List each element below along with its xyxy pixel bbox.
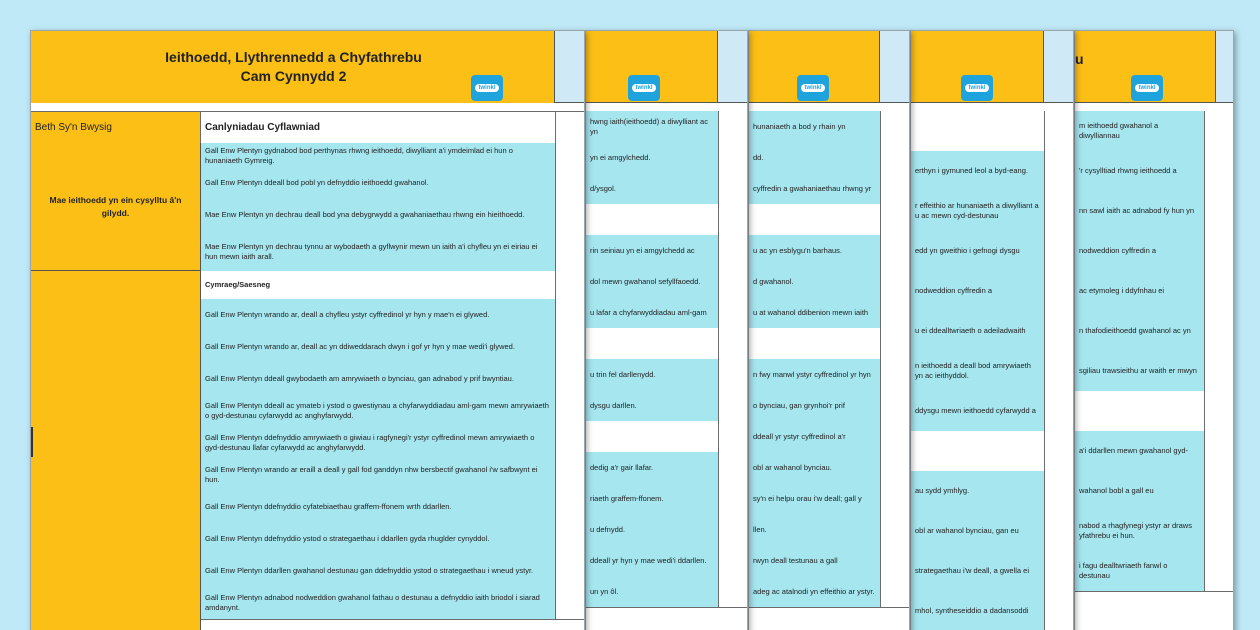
checkbox-cell[interactable] xyxy=(1045,471,1074,511)
outcome-text: u trin fel darllenydd. xyxy=(586,359,719,390)
checkbox-cell[interactable] xyxy=(719,235,748,266)
table-row xyxy=(586,173,748,205)
outcome-text: nodweddion cyffredin a xyxy=(1075,231,1205,271)
outcome-text xyxy=(911,431,1045,471)
table-row xyxy=(201,207,585,240)
table-row xyxy=(911,511,1074,552)
outcome-text: nodweddion cyffredin a xyxy=(911,271,1045,311)
checkbox-cell[interactable] xyxy=(881,173,910,204)
table-row xyxy=(586,514,748,546)
table-row xyxy=(749,204,910,236)
outcome-text: un yn ôl. xyxy=(586,576,719,607)
checkbox-cell[interactable] xyxy=(719,142,748,173)
outcome-text: a'i ddarllen mewn gwahanol gyd- xyxy=(1075,431,1205,471)
table-row xyxy=(749,235,910,267)
checkbox-cell[interactable] xyxy=(1045,431,1074,471)
outcome-text xyxy=(586,421,719,452)
checkbox-cell[interactable] xyxy=(1205,511,1234,551)
table-row xyxy=(586,297,748,329)
checkbox-cell[interactable] xyxy=(556,299,585,331)
checkbox-cell[interactable] xyxy=(881,328,910,359)
checkbox-cell[interactable] xyxy=(556,143,585,175)
outcome-text: edd yn gweithio i gefnogi dysgu xyxy=(911,231,1045,271)
checkbox-cell[interactable] xyxy=(556,555,585,587)
table-row xyxy=(201,523,585,556)
table-row xyxy=(201,239,585,272)
checkbox-cell[interactable] xyxy=(1205,551,1234,591)
table-row xyxy=(1075,151,1234,192)
checkbox-cell[interactable] xyxy=(881,576,910,607)
outcome-text: hunaniaeth a bod y rhain yn xyxy=(749,111,881,142)
outcome-text: i fagu dealltwriaeth fanwl o destunau xyxy=(1075,551,1205,591)
checkbox-cell[interactable] xyxy=(719,390,748,421)
outcome-text: Gall Enw Plentyn ddefnyddio amrywiaeth o giwiau i ragfynegi'r ystyr cyffredinol mewn amrywiaeth o gyd-destunau llafar cyfarwydd ac anghyfarwydd. xyxy=(201,427,556,459)
outcome-text: adeg ac atalnodi yn effeithio ar ystyr. xyxy=(749,576,881,607)
table-row xyxy=(1075,351,1234,392)
document-sheet-5 xyxy=(1074,30,1234,630)
checkbox-cell[interactable] xyxy=(1205,391,1234,431)
checkbox-cell[interactable] xyxy=(556,239,585,271)
outcome-text: sgiliau trawsieithu ar waith er mwyn xyxy=(1075,351,1205,391)
outcome-text xyxy=(586,328,719,359)
outcome-text: u lafar a chyfarwyddiadau aml-gam xyxy=(586,297,719,328)
checkbox-cell[interactable] xyxy=(719,297,748,328)
checkbox-cell[interactable] xyxy=(556,395,585,427)
checkbox-cell[interactable] xyxy=(881,266,910,297)
table-row xyxy=(749,111,910,143)
checkbox-cell[interactable] xyxy=(1045,591,1074,630)
checkbox-cell[interactable] xyxy=(881,142,910,173)
outcome-text: u at wahanol ddibenion mewn iaith xyxy=(749,297,881,328)
table-row xyxy=(911,431,1074,472)
table-row xyxy=(586,204,748,236)
table-row xyxy=(1075,431,1234,472)
checkbox-cell[interactable] xyxy=(556,271,585,299)
twinkl-logo-icon: twinkl xyxy=(961,75,993,101)
outcome-text: Mae Enw Plentyn yn dechrau deall bod yna debygrwydd a gwahaniaethau rhwng ein hieithoedd. xyxy=(201,207,556,239)
table-row xyxy=(586,266,748,298)
subheading-row xyxy=(201,271,585,300)
outcome-text: u defnydd. xyxy=(586,514,719,545)
table-row xyxy=(586,111,748,143)
table-row xyxy=(586,235,748,267)
table-row xyxy=(911,551,1074,592)
checkbox-cell[interactable] xyxy=(881,545,910,576)
document-sheet-4 xyxy=(910,30,1074,630)
table-row xyxy=(586,359,748,391)
checkbox-cell[interactable] xyxy=(881,111,910,142)
checkbox-cell[interactable] xyxy=(556,491,585,523)
outcome-text: erthyn i gymuned leol a byd-eang. xyxy=(911,151,1045,191)
checkbox-cell[interactable] xyxy=(719,514,748,545)
table-row xyxy=(586,452,748,484)
outcome-text: Gall Enw Plentyn ddefnyddio cyfatebiaethau graffem-ffonem wrth ddarllen. xyxy=(201,491,556,523)
table-row xyxy=(1075,471,1234,512)
twinkl-logo-icon: twinkl xyxy=(628,75,660,101)
table-row xyxy=(586,142,748,174)
checkbox-cell[interactable] xyxy=(1045,271,1074,311)
checkbox-cell[interactable] xyxy=(881,359,910,390)
section-label-cell-2 xyxy=(31,271,201,630)
section-label-1: Mae ieithoedd yn ein cysylltu â'n gilydd. xyxy=(49,194,182,218)
checkbox-cell[interactable] xyxy=(881,235,910,266)
checkbox-cell[interactable] xyxy=(1205,311,1234,351)
checkbox-cell[interactable] xyxy=(556,331,585,363)
column-header-row xyxy=(31,111,585,145)
table-row xyxy=(911,111,1074,152)
checkbox-cell[interactable] xyxy=(881,421,910,452)
outcome-text: Gall Enw Plentyn ddeall gwybodaeth am amrywiaeth o bynciau, gan adnabod y prif bwyntiau. xyxy=(201,363,556,395)
checkbox-cell[interactable] xyxy=(719,576,748,607)
section-label-cell-1 xyxy=(31,143,201,271)
outcome-text: nn sawl iaith ac adnabod fy hun yn xyxy=(1075,191,1205,231)
checkbox-cell[interactable] xyxy=(556,363,585,395)
checkbox-cell[interactable] xyxy=(1045,151,1074,191)
title-line-2: Cam Cynnydd 2 xyxy=(240,68,347,84)
checkbox-cell[interactable] xyxy=(1045,391,1074,431)
checkbox-cell[interactable] xyxy=(1205,111,1234,151)
outcome-text: ddysgu mewn ieithoedd cyfarwydd a xyxy=(911,391,1045,431)
table-row xyxy=(911,311,1074,352)
outcome-text: Mae Enw Plentyn yn dechrau tynnu ar wybodaeth a gyflwynir mewn un iaith a'i chyfleu yn ei eiriau ei hun mewn iaith arall. xyxy=(201,239,556,271)
outcome-text: sy'n ei helpu orau i'w deall; gall y xyxy=(749,483,881,514)
checkbox-cell[interactable] xyxy=(881,452,910,483)
outcome-text: Gall Enw Plentyn adnabod nodweddion gwahanol fathau o destunau a defnyddio iaith briodol i siarad amdanynt. xyxy=(201,587,556,619)
checkbox-cell[interactable] xyxy=(719,483,748,514)
table-row xyxy=(201,395,585,428)
outcome-text: Gall Enw Plentyn gydnabod bod perthynas rhwng ieithoedd, diwylliant a'i ymdeimlad ei hun o hunaniaeth Gymreig. xyxy=(201,143,556,175)
outcome-text: Gall Enw Plentyn wrando ar, deall a chyfleu ystyr cyffredinol yr hyn y mae'n ei glywed. xyxy=(201,299,556,331)
outcome-text: rin seiniau yn ei amgylchedd ac xyxy=(586,235,719,266)
checkbox-cell[interactable] xyxy=(719,173,748,204)
table-row xyxy=(749,266,910,298)
table-row xyxy=(911,471,1074,512)
outcome-text: mhol, syntheseiddio a dadansoddi xyxy=(911,591,1045,630)
column-header-left: Beth Sy'n Bwysig xyxy=(31,112,201,144)
outcome-text: yn ei amgylchedd. xyxy=(586,142,719,173)
outcome-text: hwng iaith(ieithoedd) a diwylliant ac yn xyxy=(586,111,719,142)
outcome-text: r effeithio ar hunaniaeth a diwylliant a u ac mewn cyd-destunau xyxy=(911,191,1045,231)
checkbox-cell[interactable] xyxy=(1045,311,1074,351)
twinkl-logo-icon: twinkl xyxy=(797,75,829,101)
table-row xyxy=(201,587,585,620)
checkbox-cell[interactable] xyxy=(556,175,585,207)
checkbox-cell[interactable] xyxy=(556,427,585,459)
document-sheet-3 xyxy=(748,30,910,630)
outcome-text: n thafodieithoedd gwahanol ac yn xyxy=(1075,311,1205,351)
table-row xyxy=(201,331,585,364)
table-row xyxy=(201,175,585,208)
document-sheet-2 xyxy=(585,30,748,630)
table-row xyxy=(586,390,748,422)
table-row xyxy=(1075,311,1234,352)
outcome-text: ac etymoleg i ddyfnhau ei xyxy=(1075,271,1205,311)
checkbox-cell[interactable] xyxy=(1045,511,1074,551)
checkbox-cell[interactable] xyxy=(1205,351,1234,391)
table-row xyxy=(586,483,748,515)
checkbox-cell[interactable] xyxy=(1205,151,1234,191)
table-row xyxy=(749,514,910,546)
table-row xyxy=(1075,191,1234,232)
checkbox-cell[interactable] xyxy=(881,514,910,545)
table-row xyxy=(911,271,1074,312)
table-row xyxy=(911,591,1074,630)
table-row xyxy=(749,483,910,515)
table-row xyxy=(749,545,910,577)
table-row xyxy=(749,421,910,453)
outcome-text: d/ysgol. xyxy=(586,173,719,204)
checkbox-cell[interactable] xyxy=(1045,111,1074,151)
twinkl-logo-icon: twinkl xyxy=(471,75,503,101)
outcome-text: nabod a rhagfynegi ystyr ar draws yfathrebu ei hun. xyxy=(1075,511,1205,551)
checkbox-cell[interactable] xyxy=(719,328,748,359)
checkbox-cell[interactable] xyxy=(881,483,910,514)
table-row xyxy=(911,391,1074,432)
checkbox-cell[interactable] xyxy=(1045,231,1074,271)
table-row xyxy=(1075,271,1234,312)
outcome-text: riaeth graffem-ffonem. xyxy=(586,483,719,514)
outcome-text: Gall Enw Plentyn wrando ar eraill a deall y gall fod ganddyn nhw bersbectif gwahanol i'w safbwynt ei hun. xyxy=(201,459,556,491)
document-sheet-main xyxy=(30,30,585,630)
checkbox-cell[interactable] xyxy=(719,359,748,390)
table-row xyxy=(1075,391,1234,432)
checkbox-cell[interactable] xyxy=(719,111,748,142)
outcome-text: o bynciau, gan grynhoi'r prif xyxy=(749,390,881,421)
checkbox-cell[interactable] xyxy=(1045,351,1074,391)
table-row xyxy=(911,231,1074,272)
outcome-text: dedig a'r gair llafar. xyxy=(586,452,719,483)
checkbox-cell[interactable] xyxy=(719,545,748,576)
checkbox-cell[interactable] xyxy=(1205,431,1234,471)
checkbox-cell[interactable] xyxy=(719,204,748,235)
checkbox-cell[interactable] xyxy=(556,207,585,239)
outcome-text: ddeall yr hyn y mae wedi'i ddarllen. xyxy=(586,545,719,576)
table-row xyxy=(749,297,910,329)
outcome-text: n fwy manwl ystyr cyffredinol yr hyn xyxy=(749,359,881,390)
checkbox-cell[interactable] xyxy=(1205,231,1234,271)
outcome-text xyxy=(1075,391,1205,431)
outcome-text: dysgu darllen. xyxy=(586,390,719,421)
checkbox-cell[interactable] xyxy=(1045,551,1074,591)
table-row xyxy=(201,299,585,332)
table-row xyxy=(586,421,748,453)
title-fragment: u xyxy=(1075,51,1084,67)
outcome-text: d gwahanol. xyxy=(749,266,881,297)
table-row xyxy=(201,459,585,492)
table-row xyxy=(749,328,910,360)
outcome-text: obl ar wahanol bynciau, gan eu xyxy=(911,511,1045,551)
outcome-text: Gall Enw Plentyn ddarllen gwahanol destunau gan ddefnyddio ystod o strategaethau i wneud ystyr. xyxy=(201,555,556,587)
outcome-text: dd. xyxy=(749,142,881,173)
outcome-text: ddeall yr ystyr cyffredinol a'r xyxy=(749,421,881,452)
outcome-text: u ei ddealltwriaeth o adeiladwaith xyxy=(911,311,1045,351)
column-header-right: Canlyniadau Cyflawniad xyxy=(201,112,556,144)
table-row xyxy=(749,576,910,608)
title-line-1: Ieithoedd, Llythrennedd a Chyfathrebu xyxy=(165,49,422,65)
outcome-text xyxy=(586,204,719,235)
table-row xyxy=(1075,511,1234,552)
outcome-text xyxy=(749,328,881,359)
checkbox-cell[interactable] xyxy=(881,297,910,328)
table-row xyxy=(1075,231,1234,272)
table-row xyxy=(201,143,585,176)
checkbox-cell[interactable] xyxy=(556,523,585,555)
outcome-text: Gall Enw Plentyn ddeall bod pobl yn defnyddio ieithoedd gwahanol. xyxy=(201,175,556,207)
table-row xyxy=(586,328,748,360)
outcome-text: wahanol bobl a gall eu xyxy=(1075,471,1205,511)
table-row xyxy=(201,555,585,588)
outcome-text: cyffredin a gwahaniaethau rhwng yr xyxy=(749,173,881,204)
outcome-text: n ieithoedd a deall bod amrywiaeth yn ac ieithyddol. xyxy=(911,351,1045,391)
outcome-text: u ac yn esblygu'n barhaus. xyxy=(749,235,881,266)
table-row xyxy=(201,491,585,524)
outcome-text: dol mewn gwahanol sefyllfaoedd. xyxy=(586,266,719,297)
table-row xyxy=(749,142,910,174)
table-row xyxy=(911,151,1074,192)
checkbox-cell[interactable] xyxy=(719,421,748,452)
checkbox-cell[interactable] xyxy=(1205,271,1234,311)
outcome-text: rwyn deall testunau a gall xyxy=(749,545,881,576)
checkbox-cell[interactable] xyxy=(719,452,748,483)
outcome-text: obl ar wahanol bynciau. xyxy=(749,452,881,483)
checkbox-cell[interactable] xyxy=(881,390,910,421)
table-row xyxy=(749,359,910,391)
table-row xyxy=(586,576,748,608)
table-row xyxy=(586,545,748,577)
checkbox-cell[interactable] xyxy=(556,587,585,619)
table-row xyxy=(911,191,1074,232)
checkbox-cell[interactable] xyxy=(556,459,585,491)
table-row xyxy=(1075,551,1234,592)
checkbox-cell[interactable] xyxy=(1205,191,1234,231)
outcome-text: Gall Enw Plentyn ddeall ac ymateb i ystod o gwestiynau a chyfarwyddiadau aml-gam mewn amrywiaeth o gyd-destunau cyfarwydd ac anghyfarwydd. xyxy=(201,395,556,427)
outcome-text: strategaethau i'w deall, a gwella ei xyxy=(911,551,1045,591)
outcome-text: Gall Enw Plentyn wrando ar, deall ac yn ddiweddarach dwyn i gof yr hyn y mae wedi'i glywed. xyxy=(201,331,556,363)
outcome-text: Gall Enw Plentyn ddefnyddio ystod o strategaethau i ddarllen gyda rhuglder cynyddol. xyxy=(201,523,556,555)
table-row xyxy=(201,363,585,396)
twinkl-logo-icon: twinkl xyxy=(1131,75,1163,101)
checkbox-cell[interactable] xyxy=(719,266,748,297)
table-row xyxy=(749,452,910,484)
outcome-text: llen. xyxy=(749,514,881,545)
outcome-text: au sydd ymhlyg. xyxy=(911,471,1045,511)
subheading-label: Cymraeg/Saesneg xyxy=(201,271,556,299)
checkbox-cell[interactable] xyxy=(881,204,910,235)
table-row xyxy=(749,390,910,422)
outcome-text xyxy=(911,111,1045,151)
outcome-text: m ieithoedd gwahanol a diwylliannau xyxy=(1075,111,1205,151)
table-row xyxy=(749,173,910,205)
checkbox-cell[interactable] xyxy=(1205,471,1234,511)
outcome-text: 'r cysylltiad rhwng ieithoedd a xyxy=(1075,151,1205,191)
checkbox-cell[interactable] xyxy=(1045,191,1074,231)
table-row xyxy=(1075,111,1234,152)
outcome-text xyxy=(749,204,881,235)
table-row xyxy=(201,427,585,460)
table-row xyxy=(911,351,1074,392)
